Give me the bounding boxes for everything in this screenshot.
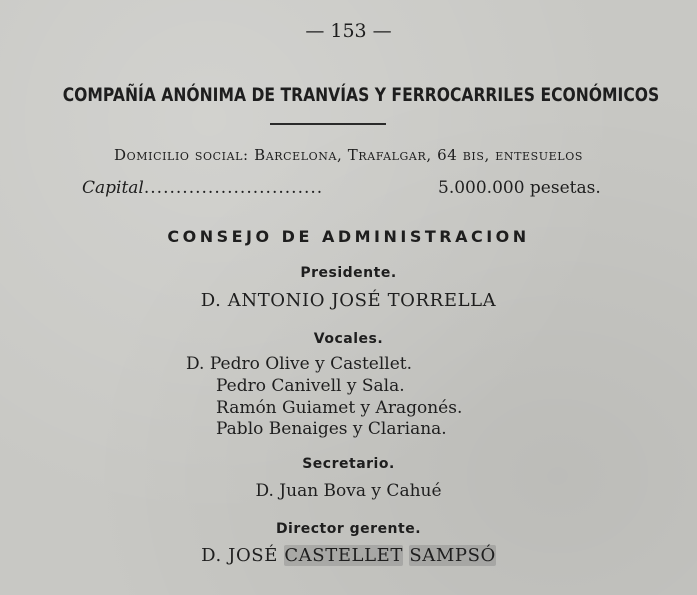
- capital-value: 5.000.000 pesetas.: [438, 178, 601, 198]
- director-name-highlight: CASTELLET: [284, 545, 404, 566]
- address-line: Domicilio social: Barcelona, Trafalgar, 64 bis, entesuelos: [114, 146, 583, 164]
- secretario-label: Secretario.: [302, 456, 395, 472]
- capital-line: [82, 178, 622, 198]
- capital-label: Capital: [82, 178, 144, 198]
- vocales-label: Vocales.: [313, 331, 384, 347]
- director-name-highlight: SAMPSÓ: [409, 545, 496, 566]
- director-name-prefix: D. JOSÉ: [201, 545, 278, 566]
- board-heading: CONSEJO DE ADMINISTRACION: [167, 227, 530, 246]
- vocal-member: Pedro Canivell y Sala.: [216, 376, 405, 396]
- president-label: Presidente.: [300, 265, 397, 281]
- president-name: D. ANTONIO JOSÉ TORRELLA: [200, 290, 497, 311]
- capital-dots: ............................: [143, 178, 324, 198]
- title-rule: [270, 123, 386, 125]
- vocal-member: Ramón Guiamet y Aragonés.: [216, 398, 463, 418]
- director-label: Director gerente.: [275, 521, 422, 537]
- page-number: — 153 —: [305, 20, 392, 42]
- vocal-member: Pablo Benaiges y Clariana.: [216, 419, 447, 439]
- secretario-name: D. Juan Bova y Cahué: [255, 481, 442, 501]
- company-title: COMPAÑÍA ANÓNIMA DE TRANVÍAS Y FERROCARRILES ECONÓMICOS: [62, 84, 660, 106]
- director-name: [0, 545, 697, 566]
- vocal-member: D. Pedro Olive y Castellet.: [186, 354, 413, 374]
